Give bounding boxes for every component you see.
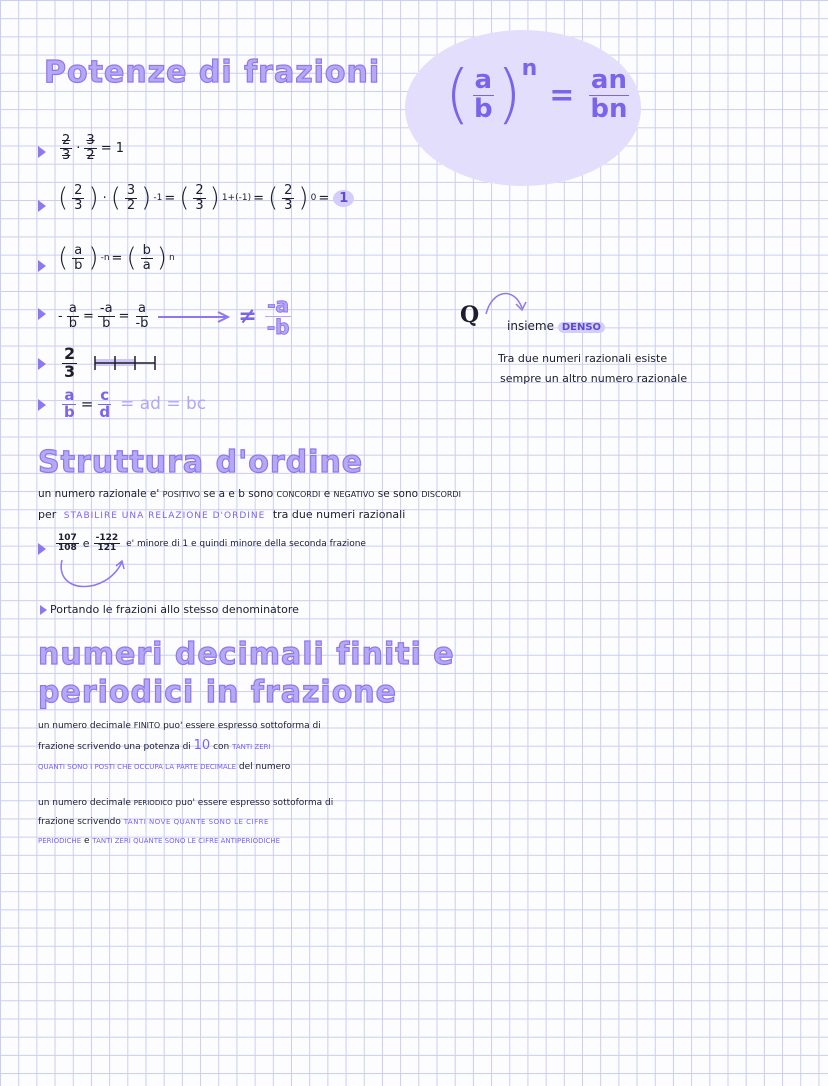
- fraction-denominator: 121: [97, 543, 117, 554]
- bullet-arrow-icon: [38, 543, 46, 555]
- text-part: con: [210, 742, 233, 752]
- bullet-arrow-icon: [38, 146, 46, 158]
- fraction-numerator: 2: [62, 133, 71, 148]
- insieme-label: insieme: [507, 319, 554, 333]
- bullet-arrow-icon: [38, 308, 46, 320]
- bullet-arrow-icon: [38, 358, 46, 370]
- fraction-denominator: 3: [64, 361, 76, 381]
- common-denominator-note: Portando le frazioni allo stesso denominatore: [50, 603, 299, 616]
- fraction-denominator: -b: [266, 315, 290, 339]
- denso-badge: DENSO: [558, 322, 605, 333]
- long-arrow-icon: [156, 310, 232, 324]
- formula-equals: =: [549, 77, 575, 113]
- text-part: puo' essere espresso sottoforma di: [160, 721, 321, 731]
- finito-keyword: FINITO: [133, 721, 161, 730]
- exponent: 1+(-1): [221, 193, 252, 203]
- fraction-denominator: b: [64, 402, 75, 421]
- powers-row-2: ( $\frac{2}{3}$ ) · ( $\frac{3}{2}$ ) -1 = ( $\frac{2}{3}$ ) 1+(-1) = ( $\frac{2}{3}$ ) 0 = 1: [56, 183, 356, 213]
- fraction-numerator: -a: [99, 301, 113, 317]
- order-relation-keyword: STABILIRE UNA RELAZIONE D'ORDINE: [63, 511, 266, 521]
- concordi-keyword: CONCORDI: [276, 490, 321, 499]
- minus-sign: -: [58, 309, 63, 324]
- swoop-arrow-icon: [56, 558, 128, 600]
- exponent: -1: [153, 193, 163, 203]
- fraction-numerator: 3: [126, 182, 136, 198]
- fraction-numerator: a: [74, 242, 83, 258]
- fraction-numerator: 3: [86, 133, 95, 148]
- fraction-denominator: 3: [74, 197, 83, 213]
- text-part: del numero: [236, 762, 291, 772]
- fraction-numerator: -a: [267, 293, 290, 317]
- order-example-text: e' minore di 1 e quindi minore della seconda frazione: [126, 538, 366, 549]
- antiperiodiche-keyword: TANTI ZERI QUANTE SONO LE CIFRE ANTIPERIODICHE: [92, 837, 281, 845]
- periodic-decimal-paragraph: [38, 794, 333, 851]
- text-part: tra due numeri razionali: [272, 508, 406, 521]
- finite-decimal-paragraph: [38, 716, 321, 777]
- fraction-denominator: 2: [126, 197, 136, 213]
- order-example: [54, 534, 368, 554]
- exponent: 0: [310, 193, 317, 203]
- fraction-numerator: a: [68, 301, 77, 317]
- fraction-bar-diagram: [93, 355, 159, 371]
- section-title-order: Struttura d'ordine: [38, 445, 364, 480]
- text-part: un numero razionale e': [38, 488, 163, 500]
- row-result: = 1: [100, 140, 124, 156]
- positive-keyword: POSITIVO: [162, 490, 201, 499]
- fraction-numerator: 2: [64, 344, 76, 363]
- fraction-denominator: b: [102, 316, 111, 331]
- powers-row-5: [60, 346, 159, 381]
- fraction-denominator: 108: [58, 543, 77, 554]
- curved-arrow-icon: [482, 286, 532, 318]
- fraction-denominator: b: [74, 257, 83, 273]
- bullet-arrow-icon: [40, 605, 47, 615]
- text-part: se sono: [374, 488, 422, 500]
- text-part: se a e b sono: [200, 488, 277, 500]
- bullet-arrow-icon: [38, 260, 46, 272]
- powers-row-6: $\frac{a}{b}$ = $\frac{c}{d}$ = ad = bc: [64, 386, 207, 421]
- density-label: [507, 319, 605, 333]
- discordi-keyword: DISCORDI: [421, 490, 461, 499]
- decimal-places-keyword: QUANTI SONO I POSTI CHE OCCUPA LA PARTE DECIMALE: [38, 763, 237, 771]
- powers-row-4: - $\frac{a}{b}$ = $\frac{-a}{b}$ = $\frac{a}{-b}$ ≠ $\frac{-a}{-b}$: [58, 293, 290, 339]
- fraction-denominator: -b: [135, 316, 149, 331]
- powers-row-3: ( $\frac{a}{b}$ ) -n = ( $\frac{b}{a}$ ) n: [58, 242, 175, 273]
- formula-result-denominator: bn: [590, 93, 628, 124]
- negative-keyword: NEGATIVO: [333, 490, 375, 499]
- density-desc-line2: sempre un altro numero razionale: [500, 372, 688, 385]
- text-part: e: [81, 836, 93, 846]
- section-title-powers: Potenze di frazioni: [44, 55, 381, 90]
- fraction-numerator: a: [137, 301, 146, 317]
- fraction-numerator: c: [100, 386, 110, 404]
- multiply-dot: ·: [76, 140, 81, 156]
- exponent: -n: [100, 253, 110, 263]
- fraction-numerator: a: [64, 386, 75, 404]
- bullet-arrow-icon: [38, 200, 46, 212]
- text-part: un numero decimale: [38, 798, 134, 808]
- conjunction: e: [82, 537, 90, 551]
- order-line-2: [38, 508, 405, 521]
- fraction-numerator: -122: [95, 533, 119, 543]
- formula-exponent: n: [521, 56, 538, 81]
- section-title-decimals-line2: periodici in frazione: [38, 675, 398, 710]
- text-part: frazione scrivendo: [38, 817, 124, 827]
- fraction-numerator: 107: [58, 533, 77, 543]
- fraction-denominator: 3: [284, 197, 293, 213]
- periodico-keyword: PERIODICO: [133, 799, 173, 807]
- cross-product-equality: = ad = bc: [120, 394, 207, 415]
- fraction-denominator: a: [142, 257, 151, 273]
- periodiche-keyword: PERIODICHE: [38, 837, 82, 845]
- text-part: puo' essere espresso sottoforma di: [172, 798, 334, 808]
- power-formula: ( $\frac{a}{b}$ ) n = $\frac{an}{bn}$: [445, 56, 628, 132]
- formula-base-denominator: b: [473, 93, 493, 124]
- rational-set-symbol: Q: [460, 302, 480, 328]
- ten-keyword: 10: [193, 738, 211, 753]
- bullet-arrow-icon: [38, 399, 46, 411]
- fraction-denominator: 3: [62, 147, 71, 163]
- tanti-nove-keyword: TANTI NOVE QUANTE SONO LE CIFRE: [123, 818, 269, 826]
- order-line-1: [38, 488, 461, 500]
- formula-base-numerator: a: [474, 65, 493, 96]
- highlighted-result: 1: [333, 190, 354, 207]
- text-part: frazione scrivendo una potenza di: [38, 742, 194, 752]
- tanti-zeri-keyword: TANTI ZERI: [232, 743, 271, 751]
- formula-result-numerator: an: [590, 65, 627, 96]
- text-part: per: [38, 508, 57, 521]
- section-title-decimals-line1: numeri decimali finiti e: [38, 637, 455, 672]
- exponent: n: [169, 253, 175, 263]
- powers-row-1: [58, 134, 126, 162]
- density-desc-line1: Tra due numeri razionali esiste: [498, 352, 668, 365]
- fraction-denominator: d: [99, 402, 111, 421]
- text-part: e: [320, 488, 334, 500]
- fraction-numerator: 2: [195, 182, 204, 198]
- fraction-denominator: b: [68, 316, 77, 331]
- fraction-denominator: 2: [86, 147, 95, 163]
- fraction-numerator: b: [142, 242, 151, 258]
- text-part: un numero decimale: [38, 721, 134, 731]
- fraction-numerator: 2: [284, 182, 293, 198]
- fraction-numerator: 2: [74, 182, 83, 198]
- fraction-denominator: 3: [195, 197, 204, 213]
- not-equal-icon: ≠: [238, 304, 257, 329]
